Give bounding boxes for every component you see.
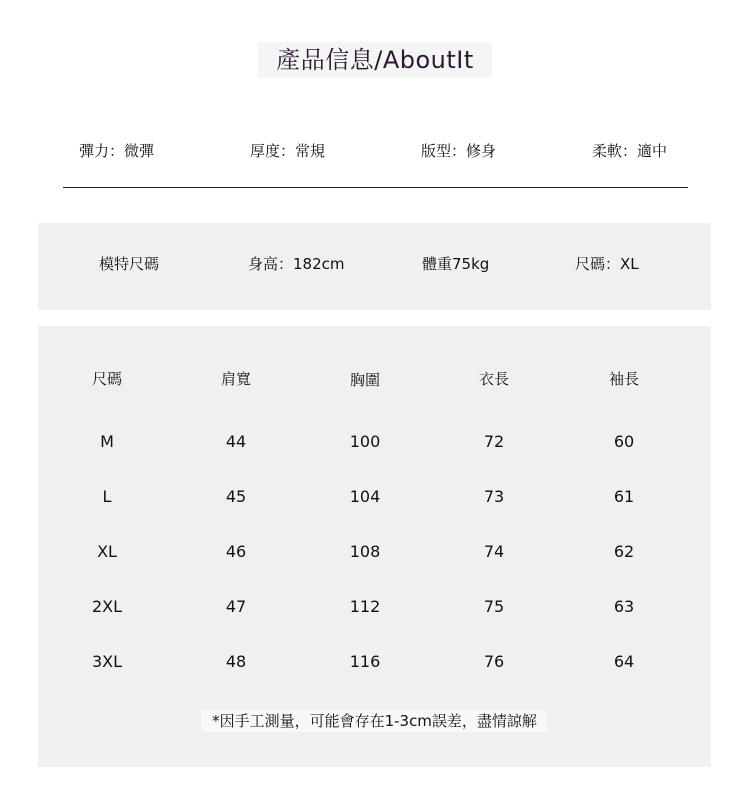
product-properties	[63, 140, 688, 166]
table-cell: XL	[97, 542, 117, 561]
table-cell: 62	[613, 542, 635, 561]
table-header: 尺碼	[91, 370, 122, 388]
table-cell: 108	[349, 542, 381, 561]
table-cell: 75	[483, 597, 505, 616]
property-fit: 版型：修身	[421, 142, 497, 160]
property-softness: 柔軟：適中	[592, 142, 668, 160]
table-cell: 112	[349, 597, 381, 616]
property-thickness: 厚度：常規	[250, 142, 326, 160]
table-header: 袖長	[608, 370, 639, 388]
model-height: 身高：182cm	[248, 255, 345, 273]
measurement-note	[38, 710, 711, 731]
table-cell: M	[100, 432, 114, 451]
table-cell: 116	[349, 652, 381, 671]
table-cell: 100	[349, 432, 381, 451]
table-cell: 47	[225, 597, 247, 616]
page-title-text: 產品信息/AboutIt	[258, 42, 492, 78]
table-cell: 61	[613, 487, 635, 506]
table-cell: 73	[483, 487, 505, 506]
table-cell: 104	[349, 487, 381, 506]
table-cell: 3XL	[91, 652, 123, 671]
table-cell: 74	[483, 542, 505, 561]
table-cell: 46	[225, 542, 247, 561]
table-cell: 63	[613, 597, 635, 616]
size-table	[38, 326, 711, 767]
model-info-panel	[38, 223, 711, 310]
page-title	[0, 40, 750, 75]
table-header: 肩寬	[220, 370, 251, 388]
table-cell: 64	[613, 652, 635, 671]
table-cell: 44	[225, 432, 247, 451]
table-header: 衣長	[478, 370, 509, 388]
table-header: 胸圍	[349, 371, 380, 389]
model-weight: 體重75kg	[422, 255, 490, 273]
table-cell: 60	[613, 432, 635, 451]
divider	[63, 187, 688, 188]
measurement-note-text: *因手工測量，可能會存在1-3cm誤差，盡情諒解	[202, 710, 547, 732]
table-cell: 76	[483, 652, 505, 671]
table-cell: 45	[225, 487, 247, 506]
property-elasticity: 彈力：微彈	[79, 142, 155, 160]
model-size: 尺碼：XL	[575, 255, 639, 273]
table-cell: 48	[225, 652, 247, 671]
table-cell: 72	[483, 432, 505, 451]
model-label: 模特尺碼	[99, 255, 160, 273]
table-cell: 2XL	[91, 597, 123, 616]
table-cell: L	[102, 487, 112, 506]
